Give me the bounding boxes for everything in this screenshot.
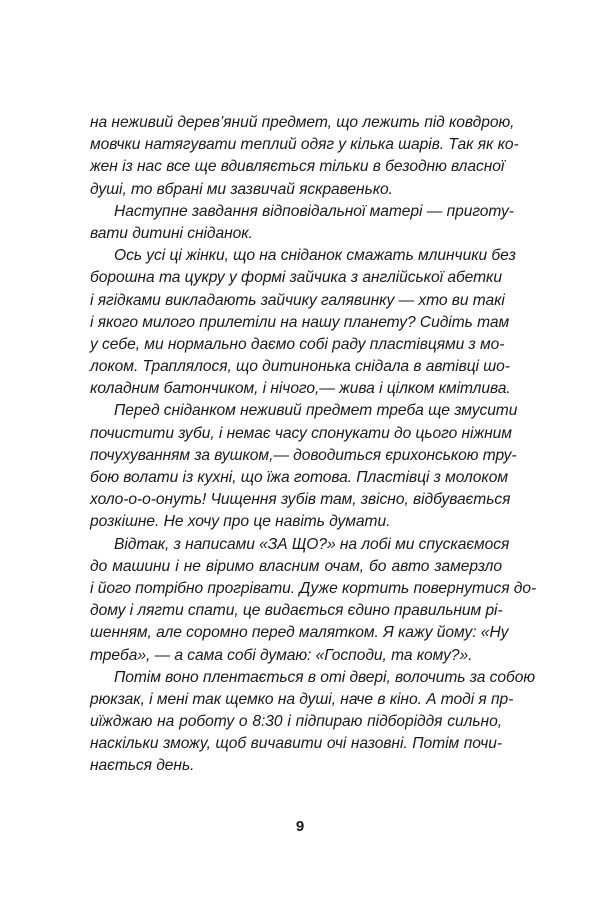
text-line: вати дитині сніданок. [90,224,253,242]
text-line: локом. Траплялося, що дитинонька снідала в автівці шо- [90,358,510,376]
text-line: шенням, але соромно перед малятком. Я кажу йому: «Ну [90,624,509,642]
text-line: і ягідками викладають зайчику галявинку — хто ви такі [90,291,505,309]
paragraph [90,400,518,533]
text-line: почистити зуби, і немає часу спонукати до цього ніжним [90,424,512,442]
paragraph [90,245,516,400]
text-line: рюкзак, і мені так щемко на душі, наче в кіно. А тоді я пр- [90,690,514,708]
paragraph [90,112,519,201]
text-line: на неживий дерев’яний предмет, що лежить під ковдрою, [90,114,515,131]
text-line: почухуванням за вушком,— доводиться єрихонською тру- [90,446,517,464]
text-line: мовчки натягувати теплий одяг у кілька шарів. Так як ко- [90,136,519,154]
page-number: 9 [295,818,305,835]
paragraph [90,667,536,778]
text-line: Відтак, з написами «ЗА ЩО?» на лобі ми спускаємося [114,535,510,553]
text-line: Потім воно плентається в оті двері, волочить за собою [114,668,536,686]
body-text [90,112,537,778]
text-line: і його потрібно прогрівати. Дуже кортить повернутися до- [90,579,537,597]
text-line: наскільки зможу, щоб вичавити очі назовні. Потім почи- [90,735,502,753]
text-line: коладним батончиком, і нічого,— жива і цілком кмітлива. [90,380,511,398]
text-line: бою волати із кухні, що їжа готова. Пластівці з молоком [90,469,508,486]
text-line: Перед сніданком неживий предмет треба ще змусити [114,402,518,420]
text-line: дому і лягти спати, це видається єдино правильним рі- [90,602,503,620]
text-line: розкішне. Не хочу про це навіть думати. [90,513,391,531]
text-line: Ось усі ці жінки, що на сніданок смажать млинчики без [114,247,516,265]
text-line: Наступне завдання відповідальної матері — приготу- [114,202,514,220]
text-line: і якого милого прилетіли на нашу планету? Сидіть там [90,313,510,331]
text-line: душі, то вбрані ми зазвичай яскравенько. [90,180,393,198]
text-line: до машини і не віримо власним очам, бо авто замерзло [90,557,502,575]
text-line: жен із нас все ще вдивляється тільки в безодню власної [90,158,505,176]
text-line: треба», — а сама собі думаю: «Господи, та кому?». [90,646,473,664]
text-line: борошна та цукру у формі зайчика з англійської абетки [90,269,502,287]
text-line: нається день. [90,757,195,775]
paragraph [90,201,514,245]
text-line: иїжджаю на роботу о 8:30 і підпираю підборіддя сильно, [90,713,502,731]
text-line: у себе, ми нормально даємо собі раду пластівцями з мо- [90,335,505,353]
text-line: холо-о-о-онуть! Чищення зубів там, звісно, відбувається [90,491,511,509]
paragraph [90,534,537,667]
